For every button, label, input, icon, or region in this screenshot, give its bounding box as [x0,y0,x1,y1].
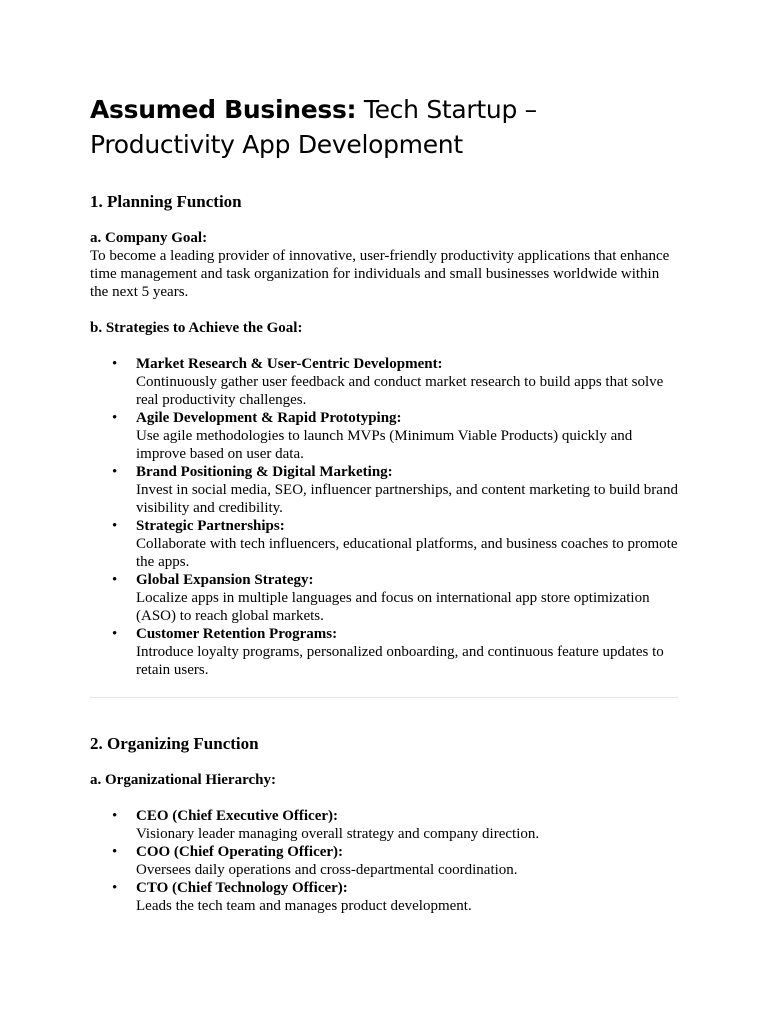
strategy-title: Market Research & User-Centric Development: [136,356,443,372]
list-item [90,517,678,571]
strategies-list [90,355,678,679]
bullet-icon: • [112,356,118,372]
role-title: CEO (Chief Executive Officer): [136,808,339,824]
strategy-desc: Introduce loyalty programs, personalized onboarding, and continuous feature updates to retain users. [136,644,664,678]
strategy-desc: Localize apps in multiple languages and focus on international app store optimization (ASO) to reach global markets. [136,590,650,624]
list-item [90,571,678,625]
list-item [90,463,678,517]
bullet-icon: • [112,880,118,896]
roles-list [90,807,678,915]
organizing-heading: 2. Organizing Function [90,734,259,753]
bullet-icon: • [112,808,118,824]
strategy-desc: Use agile methodologies to launch MVPs (Minimum Viable Products) quickly and improve based on user data. [136,428,633,462]
strategy-title: Strategic Partnerships: [136,518,285,534]
bullet-icon: • [112,626,118,642]
company-goal-text: To become a leading provider of innovative, user-friendly productivity applications that enhance time management and task organization for individuals and small businesses worldwide within the next 5 years. [90,248,670,300]
bullet-icon: • [112,572,118,588]
list-item [90,879,678,915]
bullet-icon: • [112,518,118,534]
strategy-title: Agile Development & Rapid Prototyping: [136,410,402,426]
document-title [90,92,678,162]
strategy-title: Global Expansion Strategy: [136,572,314,588]
role-title: COO (Chief Operating Officer): [136,844,344,860]
strategy-title: Customer Retention Programs: [136,626,338,642]
bullet-icon: • [112,844,118,860]
bullet-icon: • [112,464,118,480]
company-goal-heading: a. Company Goal: [90,230,208,246]
role-desc: Leads the tech team and manages product development. [136,898,472,914]
list-item [90,409,678,463]
role-desc: Visionary leader managing overall strategy and company direction. [136,826,540,842]
document-title-label: Assumed Business: [90,95,357,124]
hierarchy-heading: a. Organizational Hierarchy: [90,772,276,788]
role-desc: Oversees daily operations and cross-departmental coordination. [136,862,518,878]
list-item [90,807,678,843]
strategy-desc: Continuously gather user feedback and conduct market research to build apps that solve real productivity challenges. [136,374,664,408]
strategy-desc: Invest in social media, SEO, influencer partnerships, and content marketing to build brand visibility and credibility. [136,482,678,516]
list-item [90,625,678,679]
document-title-text: Tech Startup – Productivity App Development [90,95,537,159]
planning-heading: 1. Planning Function [90,192,242,211]
strategies-heading: b. Strategies to Achieve the Goal: [90,320,303,336]
list-item [90,355,678,409]
strategy-desc: Collaborate with tech influencers, educational platforms, and business coaches to promote the apps. [136,536,678,570]
bullet-icon: • [112,410,118,426]
list-item [90,843,678,879]
strategy-title: Brand Positioning & Digital Marketing: [136,464,393,480]
role-title: CTO (Chief Technology Officer): [136,880,348,896]
